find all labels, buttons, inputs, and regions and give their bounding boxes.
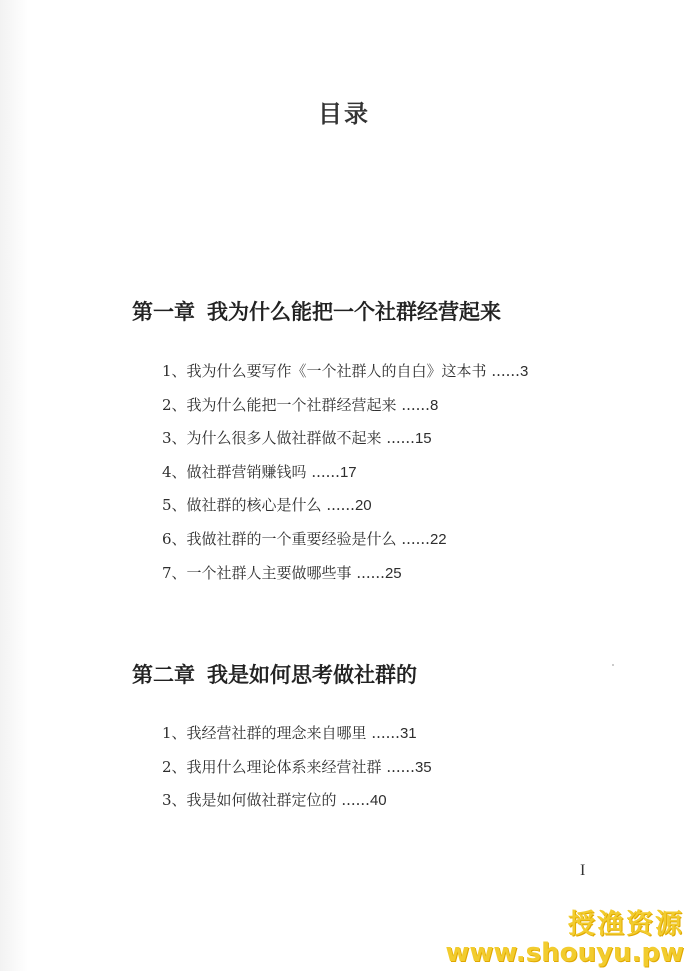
page-shadow xyxy=(0,0,28,971)
entry-index: 3、 xyxy=(162,791,187,810)
scan-speck xyxy=(612,664,614,666)
entry-page-number: 40 xyxy=(369,792,387,810)
entry-page-number: 17 xyxy=(339,463,357,481)
entry-text: 我做社群的一个重要经验是什么 ...... xyxy=(186,529,430,548)
entry-text: 我经营社群的理念来自哪里 ...... xyxy=(186,724,400,742)
toc-entry[interactable] xyxy=(162,422,528,456)
chapter-heading xyxy=(132,296,501,326)
entry-index: 3、 xyxy=(162,429,187,448)
entry-text: 我是如何做社群定位的 ...... xyxy=(186,791,370,810)
entry-text: 我为什么要写作《一个社群人的自白》这本书 ...... xyxy=(186,362,520,380)
page-title: 目录 xyxy=(318,99,370,128)
toc-entry[interactable] xyxy=(162,751,432,785)
entry-index: 5、 xyxy=(162,496,187,515)
entry-page-number: 8 xyxy=(429,396,439,414)
entry-text: 一个社群人主要做哪些事 ...... xyxy=(186,563,385,582)
entry-text: 我为什么能把一个社群经营起来 ...... xyxy=(186,395,430,414)
entry-index: 7、 xyxy=(162,563,187,582)
toc-entry[interactable] xyxy=(162,557,528,591)
toc-entry[interactable] xyxy=(162,489,528,523)
chapter-title: 我是如何思考做社群的 xyxy=(207,662,417,687)
entry-text: 为什么很多人做社群做不起来 ...... xyxy=(186,429,415,448)
entry-page-number: 15 xyxy=(414,430,432,448)
watermark-name: 授渔资源 xyxy=(568,909,684,940)
entry-index: 2、 xyxy=(162,757,187,776)
entry-index: 4、 xyxy=(162,462,187,481)
entry-text: 做社群营销赚钱吗 ...... xyxy=(186,462,340,481)
toc-entry[interactable] xyxy=(162,355,528,389)
toc-entry[interactable] xyxy=(162,523,528,557)
entry-text: 做社群的核心是什么 ...... xyxy=(186,496,355,515)
entry-index: 6、 xyxy=(162,529,187,548)
toc-entry[interactable] xyxy=(162,389,528,423)
toc-list xyxy=(162,355,528,590)
entry-page-number: 31 xyxy=(399,725,417,742)
entry-index: 1、 xyxy=(162,362,187,380)
watermark-url: www.shouyu.pw xyxy=(445,938,684,968)
entry-index: 2、 xyxy=(162,395,187,414)
chapter-number: 第二章 xyxy=(132,662,195,687)
entry-page-number: 22 xyxy=(429,530,447,548)
page-marker: I xyxy=(580,862,586,879)
entry-page-number: 35 xyxy=(414,758,432,776)
toc-entry[interactable] xyxy=(162,717,432,751)
entry-text: 我用什么理论体系来经营社群 ...... xyxy=(186,757,415,776)
entry-page-number: 20 xyxy=(354,497,372,515)
entry-index: 1、 xyxy=(162,724,187,742)
chapter-title: 我为什么能把一个社群经营起来 xyxy=(207,299,501,324)
toc-list xyxy=(162,717,432,818)
chapter-number: 第一章 xyxy=(132,299,195,324)
entry-page-number: 25 xyxy=(384,564,402,582)
toc-entry[interactable] xyxy=(162,456,528,490)
chapter-heading xyxy=(132,659,417,689)
toc-entry[interactable] xyxy=(162,784,432,818)
entry-page-number: 3 xyxy=(519,363,529,380)
